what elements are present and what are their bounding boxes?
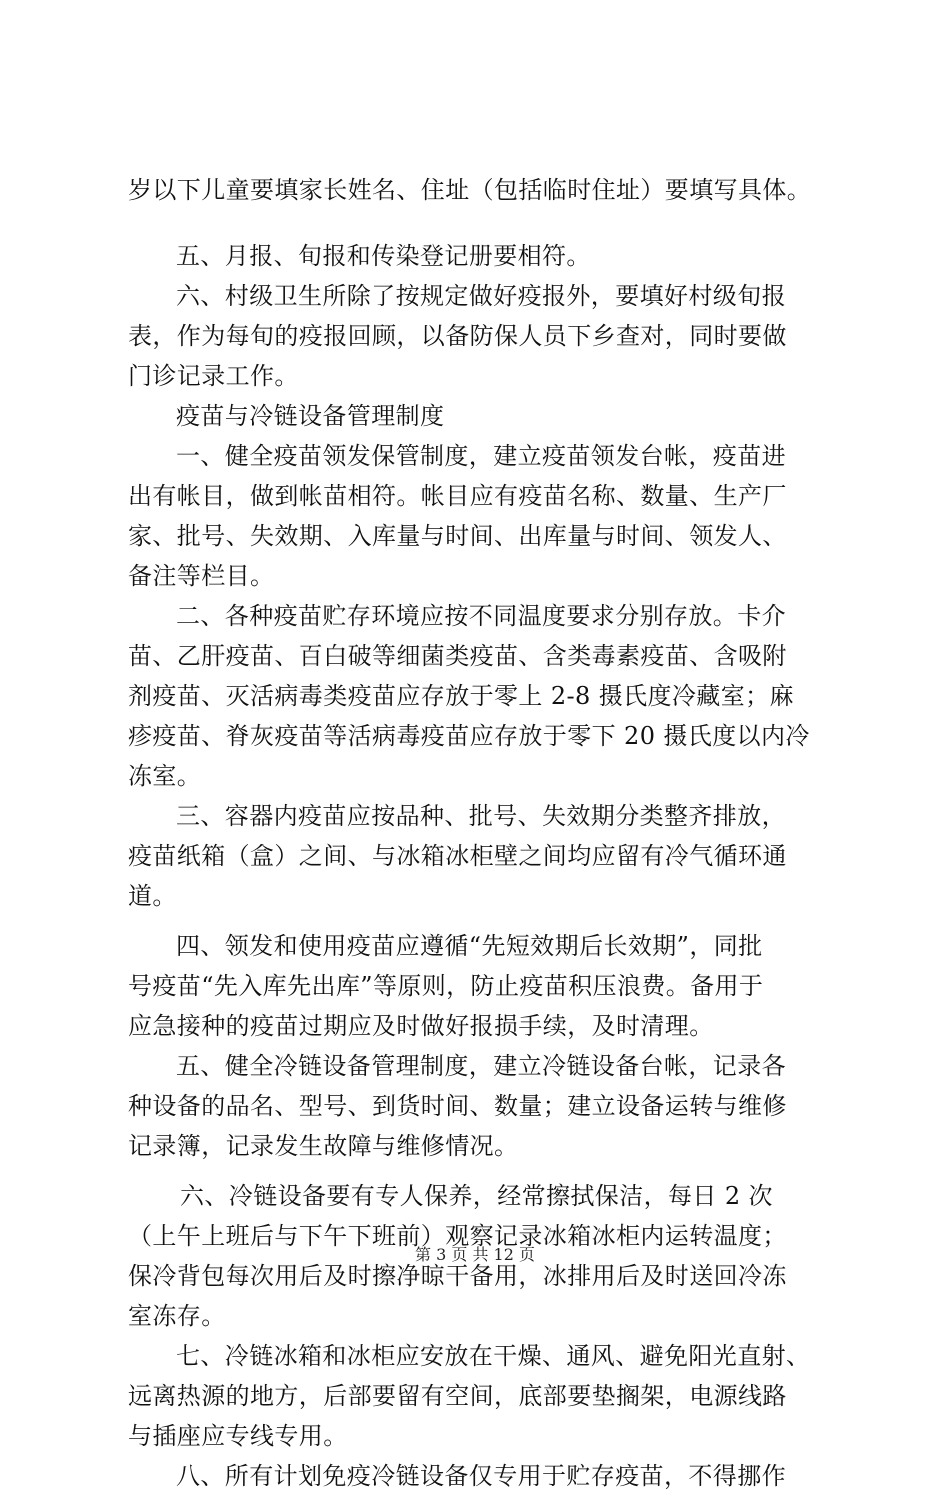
text-line: 八、所有计划免疫冷链设备仅专用于贮存疫苗，不得挪作 <box>176 1462 786 1490</box>
text-line: 备注等栏目。 <box>128 562 275 590</box>
text-line: 表，作为每旬的疫报回顾，以备防保人员下乡查对，同时要做 <box>128 322 787 350</box>
text-line: 六、冷链设备要有专人保养，经常擦拭保洁，每日 2 次 <box>180 1182 773 1210</box>
text-line: 二、各种疫苗贮存环境应按不同温度要求分别存放。卡介 <box>176 602 786 630</box>
text-line: 门诊记录工作。 <box>128 362 299 390</box>
text-line: 保冷背包每次用后及时擦净晾干备用，冰排用后及时送回冷冻 <box>128 1262 787 1290</box>
text-line: 冻室。 <box>128 762 202 790</box>
text-line: 剂疫苗、灭活病毒类疫苗应存放于零上 2-8 摄氏度冷藏室；麻 <box>128 682 794 710</box>
text-line: 出有帐目，做到帐苗相符。帐目应有疫苗名称、数量、生产厂 <box>128 482 787 510</box>
text-line: 七、冷链冰箱和冰柜应安放在干燥、通风、避免阳光直射、 <box>176 1342 811 1370</box>
text-line: 家、批号、失效期、入库量与时间、出库量与时间、领发人、 <box>128 522 787 550</box>
text-line: 岁以下儿童要填家长姓名、住址（包括临时住址）要填写具体。 <box>128 176 812 204</box>
text-line: 三、容器内疫苗应按品种、批号、失效期分类整齐排放， <box>176 802 786 830</box>
text-line: 疹疫苗、脊灰疫苗等活病毒疫苗应存放于零下 20 摄氏度以内冷 <box>128 722 810 750</box>
paragraph-gap <box>128 916 848 926</box>
text-line: 号疫苗“先入库先出库”等原则，防止疫苗积压浪费。备用于 <box>128 972 764 1000</box>
document-body <box>128 170 848 1496</box>
text-line: 室冻存。 <box>128 1302 226 1330</box>
text-line: 与插座应专线专用。 <box>128 1422 348 1450</box>
text-line: 远离热源的地方，后部要留有空间，底部要垫搁架，电源线路 <box>128 1382 787 1410</box>
paragraph-gap <box>128 1166 848 1176</box>
text-line: 应急接种的疫苗过期应及时做好报损手续，及时清理。 <box>128 1012 714 1040</box>
text-line: 苗、乙肝疫苗、百白破等细菌类疫苗、含类毒素疫苗、含吸附 <box>128 642 787 670</box>
text-line: 六、村级卫生所除了按规定做好疫报外，要填好村级旬报 <box>176 282 786 310</box>
paragraph-gap <box>128 210 848 236</box>
text-line: 记录簿，记录发生故障与维修情况。 <box>128 1132 519 1160</box>
text-line: 种设备的品名、型号、到货时间、数量；建立设备运转与维修 <box>128 1092 787 1120</box>
text-line: 道。 <box>128 882 177 910</box>
text-line: 一、健全疫苗领发保管制度，建立疫苗领发台帐，疫苗进 <box>176 442 786 470</box>
text-line: （上午上班后与下午下班前）观察记录冰箱冰柜内运转温度； <box>128 1222 787 1250</box>
text-line: 疫苗纸箱（盒）之间、与冰箱冰柜壁之间均应留有冷气循环通 <box>128 842 787 870</box>
text-line: 五、月报、旬报和传染登记册要相符。 <box>176 242 591 270</box>
text-line: 五、健全冷链设备管理制度，建立冷链设备台帐，记录各 <box>176 1052 786 1080</box>
page-footer: 第 3 页 共 12 页 <box>415 1245 535 1264</box>
section-title: 疫苗与冷链设备管理制度 <box>176 402 445 430</box>
text-line: 四、领发和使用疫苗应遵循“先短效期后长效期”，同批 <box>176 932 763 960</box>
